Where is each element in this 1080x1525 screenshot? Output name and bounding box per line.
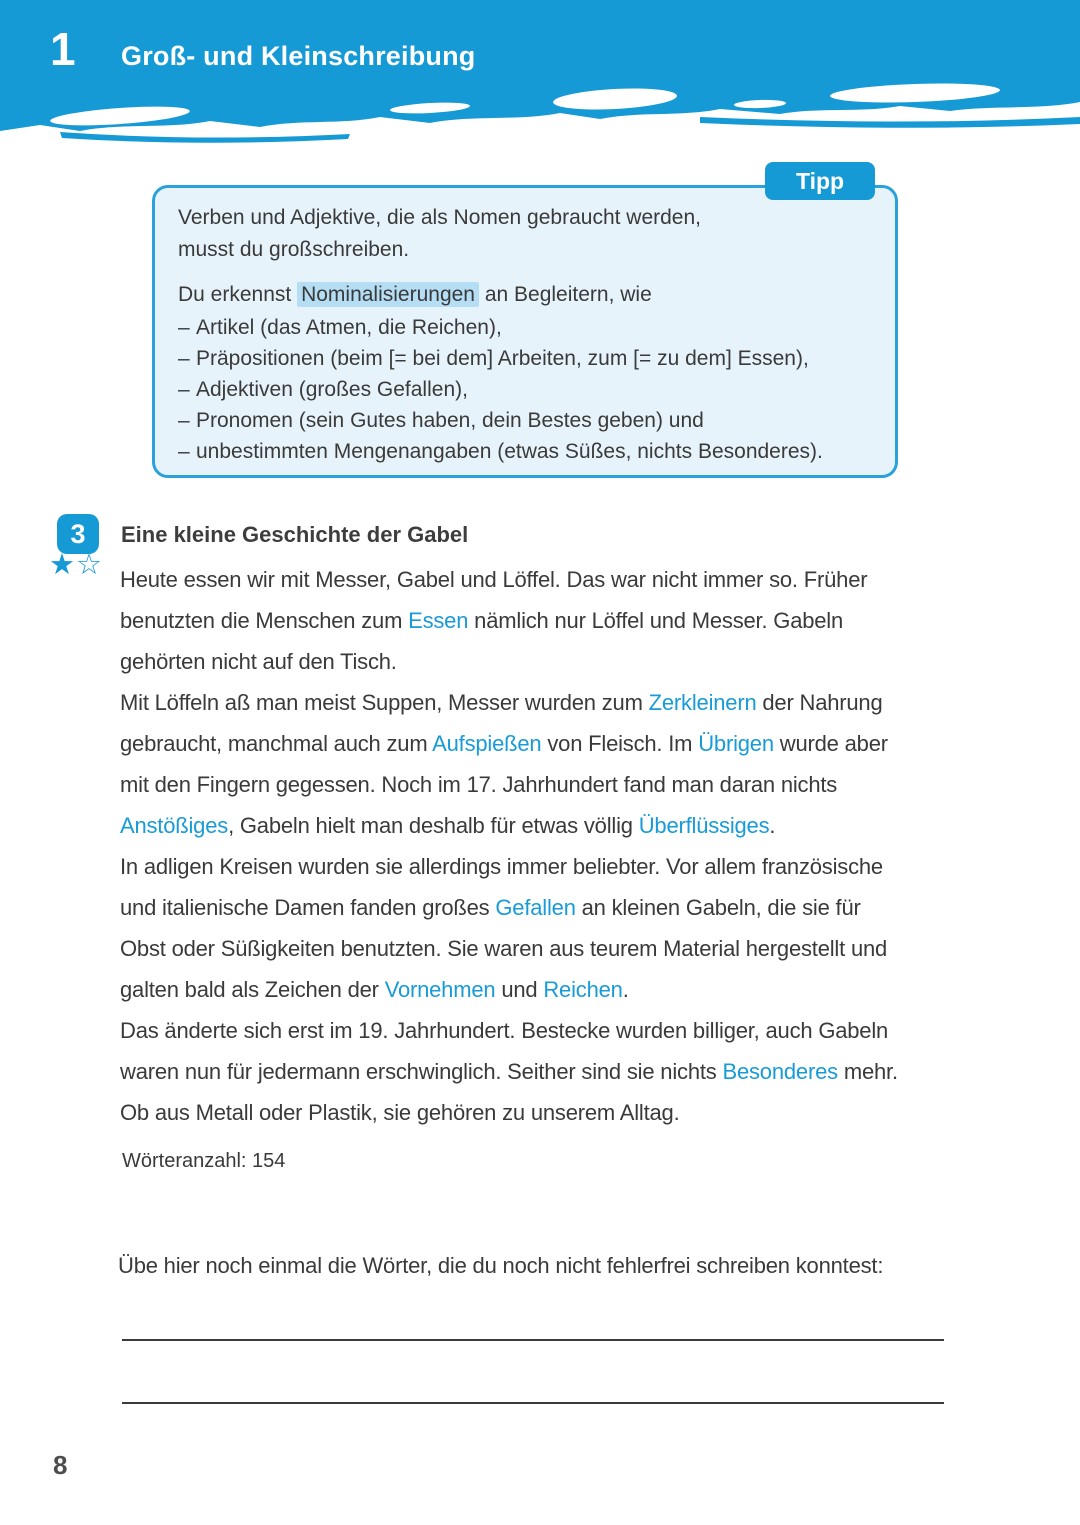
- nominalized-word: Übrigen: [698, 731, 774, 756]
- story-segment: und: [495, 977, 544, 1002]
- story-line: [120, 805, 965, 846]
- tip-list-item: [178, 436, 878, 467]
- story-line: [120, 887, 965, 928]
- tip-intro: [178, 202, 878, 266]
- nominalized-word: Essen: [408, 608, 469, 633]
- practice-instruction: Übe hier noch einmal die Wörter, die du noch nicht fehlerfrei schreiben konntest:: [118, 1253, 884, 1278]
- story-segment: wurde aber: [773, 731, 888, 756]
- tip-list-item: [178, 405, 878, 436]
- word-count-label: Wörteranzahl: 154: [122, 1150, 286, 1172]
- story-segment: nämlich nur Löffel und Messer. Gabeln: [468, 608, 844, 633]
- tip-list-item: [178, 312, 878, 343]
- list-dash: –: [178, 409, 190, 432]
- tip-list-item: [178, 374, 878, 405]
- tip-box: [152, 185, 898, 478]
- nominalized-word: Gefallen: [495, 895, 576, 920]
- nominalized-word: Überflüssiges: [638, 813, 770, 838]
- difficulty-stars: ★☆: [49, 549, 103, 581]
- story-segment: Heute essen wir mit Messer, Gabel und Löffel. Das war nicht immer so. Früher: [120, 567, 868, 592]
- exercise-number-badge: 3: [57, 514, 99, 554]
- story-segment: mit den Fingern gegessen. Noch im 17. Jahrhundert fand man daran nichts: [120, 772, 838, 797]
- story-segment: Das änderte sich erst im 19. Jahrhundert. Bestecke wurden billiger, auch Gabeln: [120, 1018, 889, 1043]
- story-text: [120, 559, 965, 1133]
- story-segment: Ob aus Metall oder Plastik, sie gehören zu unserem Alltag.: [120, 1100, 680, 1125]
- story-segment: an kleinen Gabeln, die sie für: [575, 895, 861, 920]
- list-dash: –: [178, 316, 190, 339]
- chapter-title: Groß- und Kleinschreibung: [121, 41, 476, 71]
- write-line[interactable]: [122, 1402, 944, 1404]
- story-segment: Mit Löffeln aß man meist Suppen, Messer wurden zum: [120, 690, 649, 715]
- tip-list-item-text: Pronomen (sein Gutes haben, dein Bestes geben) und: [196, 409, 704, 432]
- nominalized-word: Vornehmen: [384, 977, 496, 1002]
- nominalized-word: Anstößiges: [120, 813, 229, 838]
- story-segment: waren nun für jedermann erschwinglich. Seither sind sie nichts: [120, 1059, 723, 1084]
- story-line: [120, 600, 965, 641]
- tip-intro-line: musst du großschreiben.: [178, 238, 410, 261]
- story-line: [120, 1092, 965, 1133]
- story-line: [120, 846, 965, 887]
- story-segment: .: [622, 977, 629, 1002]
- list-dash: –: [178, 347, 190, 370]
- story-line: [120, 682, 965, 723]
- page-number: 8: [53, 1450, 68, 1480]
- nominalized-word: Aufspießen: [432, 731, 542, 756]
- story-line: [120, 764, 965, 805]
- tip-recognize-before: Du erkennst: [178, 283, 298, 306]
- nominalized-word: Zerkleinern: [648, 690, 757, 715]
- nominalized-word: Reichen: [543, 977, 623, 1002]
- write-line[interactable]: [122, 1339, 944, 1341]
- story-line: [120, 1051, 965, 1092]
- story-line: [120, 723, 965, 764]
- story-line: [120, 559, 965, 600]
- story-segment: Obst oder Süßigkeiten benutzten. Sie waren aus teurem Material hergestellt und: [120, 936, 888, 961]
- story-segment: und italienische Damen fanden großes: [120, 895, 496, 920]
- story-line: [120, 641, 965, 682]
- tip-list-item-text: Adjektiven (großes Gefallen),: [196, 378, 468, 401]
- story-segment: der Nahrung: [756, 690, 883, 715]
- tip-tab: Tipp: [765, 162, 875, 200]
- chapter-number: 1: [50, 23, 76, 75]
- tip-list-item-text: Artikel (das Atmen, die Reichen),: [196, 316, 502, 339]
- story-segment: gebraucht, manchmal auch zum: [120, 731, 433, 756]
- tip-highlighted-term: Nominalisierungen: [297, 282, 479, 307]
- header-banner-brush-stroke: [0, 0, 1080, 150]
- tip-list: [178, 312, 878, 467]
- story-line: [120, 928, 965, 969]
- story-segment: , Gabeln hielt man deshalb für etwas völlig: [228, 813, 639, 838]
- tip-list-item-text: unbestimmten Mengenangaben (etwas Süßes, nichts Besonderes).: [196, 440, 823, 463]
- list-dash: –: [178, 440, 190, 463]
- tip-intro-line: Verben und Adjektive, die als Nomen gebraucht werden,: [178, 206, 702, 229]
- tip-content: [178, 202, 878, 467]
- list-dash: –: [178, 378, 190, 401]
- story-segment: In adligen Kreisen wurden sie allerdings immer beliebter. Vor allem französische: [120, 854, 883, 879]
- story-line: [120, 969, 965, 1010]
- exercise-title: Eine kleine Geschichte der Gabel: [121, 522, 469, 547]
- tip-list-item-text: Präpositionen (beim [= bei dem] Arbeiten, zum [= zu dem] Essen),: [196, 347, 809, 370]
- tip-recognize-line: [178, 279, 878, 311]
- tip-list-item: [178, 343, 878, 374]
- story-line: [120, 1010, 965, 1051]
- story-segment: .: [769, 813, 776, 838]
- tip-recognize-after: an Begleitern, wie: [479, 283, 652, 306]
- story-segment: benutzten die Menschen zum: [120, 608, 409, 633]
- story-segment: mehr.: [837, 1059, 898, 1084]
- nominalized-word: Besonderes: [722, 1059, 838, 1084]
- story-segment: gehörten nicht auf den Tisch.: [120, 649, 397, 674]
- story-segment: galten bald als Zeichen der: [120, 977, 385, 1002]
- story-segment: von Fleisch. Im: [541, 731, 699, 756]
